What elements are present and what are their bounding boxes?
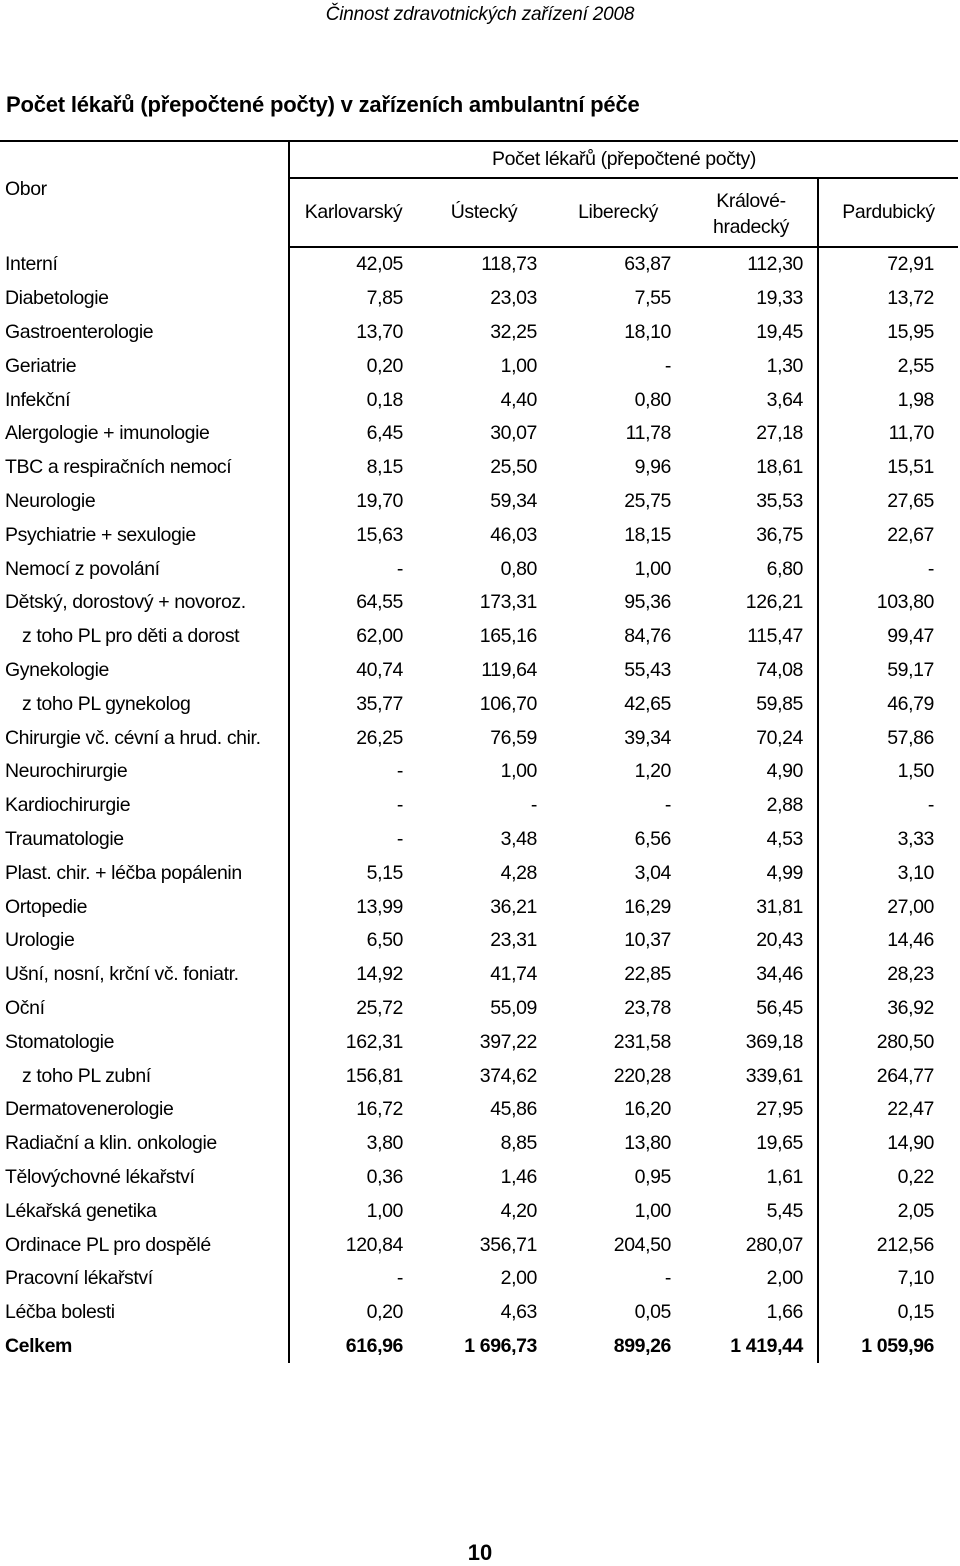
value-cell: 34,46 — [685, 958, 818, 992]
value-cell: 30,07 — [490, 422, 537, 445]
table-row — [0, 1194, 958, 1228]
column-header-kralovehradecky-line1: Králové- — [716, 189, 786, 212]
value-cell: 162,31 — [345, 1030, 403, 1053]
value-cell: 264,77 — [876, 1064, 934, 1087]
value-cell: 36,92 — [887, 996, 934, 1019]
value-cell: 18,61 — [685, 451, 818, 485]
value-cell: 41,74 — [490, 963, 537, 986]
column-header-pardubicky: Pardubický — [818, 178, 958, 247]
page-number: 10 — [467, 1540, 493, 1565]
value-cell: - — [396, 557, 403, 580]
table-row — [0, 349, 958, 383]
value-cell: 2,55 — [897, 354, 934, 377]
value-cell: - — [664, 794, 671, 817]
value-cell: 3,04 — [634, 861, 671, 884]
value-cell: 374,62 — [479, 1064, 537, 1087]
value-cell: 22,67 — [887, 523, 934, 546]
value-cell: 369,18 — [685, 1025, 818, 1059]
value-cell: 57,86 — [887, 726, 934, 749]
value-cell: 55,43 — [624, 658, 671, 681]
value-cell: 10,37 — [624, 929, 671, 952]
value-cell: 0,80 — [634, 388, 671, 411]
row-label: Ordinace PL pro dospělé — [0, 1228, 289, 1262]
value-cell: 11,78 — [625, 422, 671, 445]
row-label: Neurochirurgie — [0, 755, 289, 789]
row-label: TBC a respiračních nemocí — [0, 451, 289, 485]
table-row — [0, 1127, 958, 1161]
row-label: Oční — [0, 992, 289, 1026]
value-cell: 899,26 — [613, 1334, 671, 1357]
value-cell: 1,66 — [685, 1296, 818, 1330]
value-cell: 25,75 — [624, 489, 671, 512]
row-label: Dětský, dorostový + novoroz. — [0, 586, 289, 620]
value-cell: 4,53 — [685, 823, 818, 857]
table-row — [0, 755, 958, 789]
value-cell: - — [927, 794, 934, 817]
value-cell: 1 059,96 — [861, 1334, 934, 1357]
column-header-kralovehradecky — [685, 178, 818, 247]
value-cell: 15,95 — [887, 320, 934, 343]
row-label: Chirurgie vč. cévní a hrud. chir. — [0, 721, 289, 755]
value-cell: 25,50 — [490, 456, 537, 479]
value-cell: 59,17 — [887, 658, 934, 681]
value-cell: 2,88 — [685, 789, 818, 823]
value-cell: 20,43 — [685, 924, 818, 958]
value-cell: 126,21 — [685, 586, 818, 620]
value-cell: - — [664, 1267, 671, 1290]
column-header-ustecky: Ústecký — [417, 178, 551, 247]
value-cell: 16,72 — [356, 1098, 403, 1121]
value-cell: 0,05 — [634, 1301, 671, 1324]
value-cell: 59,34 — [490, 489, 537, 512]
value-cell: 35,77 — [356, 692, 403, 715]
value-cell: 35,53 — [685, 485, 818, 519]
row-label: Neurologie — [0, 485, 289, 519]
value-cell: 15,63 — [356, 523, 403, 546]
value-cell: 112,30 — [685, 247, 818, 282]
table-row — [0, 654, 958, 688]
row-label: Léčba bolesti — [0, 1296, 289, 1330]
row-label: Nemocí z povolání — [0, 552, 289, 586]
value-cell: 220,28 — [613, 1064, 671, 1087]
table-row — [0, 1161, 958, 1195]
value-cell: 1,61 — [685, 1161, 818, 1195]
value-cell: 106,70 — [479, 692, 537, 715]
value-cell: 95,36 — [624, 591, 671, 614]
column-header-liberecky: Liberecký — [551, 178, 685, 247]
value-cell: 9,96 — [634, 456, 671, 479]
row-label: Gastroenterologie — [0, 316, 289, 350]
value-cell: 0,36 — [366, 1165, 403, 1188]
table-row — [0, 518, 958, 552]
table-row — [0, 1059, 958, 1093]
value-cell: 6,50 — [366, 929, 403, 952]
value-cell: 74,08 — [685, 654, 818, 688]
table-row — [0, 992, 958, 1026]
table-row — [0, 789, 958, 823]
value-cell: 1,50 — [897, 760, 934, 783]
value-cell: 23,31 — [490, 929, 537, 952]
value-cell: 5,15 — [366, 861, 403, 884]
value-cell: 36,21 — [490, 895, 537, 918]
table-row — [0, 620, 958, 654]
value-cell: 46,03 — [490, 523, 537, 546]
table-row — [0, 1093, 958, 1127]
value-cell: 0,95 — [634, 1165, 671, 1188]
value-cell: 45,86 — [490, 1098, 537, 1121]
value-cell: 59,85 — [685, 687, 818, 721]
value-cell: 76,59 — [490, 726, 537, 749]
value-cell: 0,80 — [500, 557, 537, 580]
value-cell: 11,70 — [888, 422, 934, 445]
table-row — [0, 1262, 958, 1296]
value-cell: 1,98 — [897, 388, 934, 411]
table-row — [0, 451, 958, 485]
value-cell: 8,15 — [366, 456, 403, 479]
table-row — [0, 1296, 958, 1330]
value-cell: 204,50 — [613, 1233, 671, 1256]
group-header: Počet lékařů (přepočtené počty) — [289, 141, 958, 178]
value-cell: 19,70 — [356, 489, 403, 512]
value-cell: - — [396, 760, 403, 783]
value-cell: 64,55 — [356, 591, 403, 614]
value-cell: 2,05 — [897, 1199, 934, 1222]
row-label: Traumatologie — [0, 823, 289, 857]
row-label: Interní — [0, 247, 289, 282]
row-label: z toho PL gynekolog — [0, 687, 289, 721]
value-cell: 19,33 — [685, 282, 818, 316]
value-cell: 7,10 — [897, 1267, 934, 1290]
value-cell: 26,25 — [356, 726, 403, 749]
value-cell: 212,56 — [876, 1233, 934, 1256]
row-label: Gynekologie — [0, 654, 289, 688]
table-row — [0, 687, 958, 721]
value-cell: 4,40 — [500, 388, 537, 411]
row-label: Dermatovenerologie — [0, 1093, 289, 1127]
value-cell: 1,30 — [685, 349, 818, 383]
value-cell: 1 419,44 — [685, 1330, 818, 1364]
value-cell: 280,07 — [685, 1228, 818, 1262]
row-label: Stomatologie — [0, 1025, 289, 1059]
value-cell: 31,81 — [685, 890, 818, 924]
value-cell: 1,00 — [500, 760, 537, 783]
value-cell: 55,09 — [490, 996, 537, 1019]
value-cell: 3,80 — [366, 1132, 403, 1155]
value-cell: 118,73 — [481, 253, 537, 276]
value-cell: 4,90 — [685, 755, 818, 789]
table-row — [0, 1025, 958, 1059]
row-label: z toho PL zubní — [0, 1059, 289, 1093]
row-label: Lékařská genetika — [0, 1194, 289, 1228]
value-cell: - — [396, 827, 403, 850]
value-cell: 1,00 — [366, 1199, 403, 1222]
value-cell: 25,72 — [356, 996, 403, 1019]
value-cell: 156,81 — [345, 1064, 403, 1087]
table-row — [0, 1228, 958, 1262]
table-row — [0, 958, 958, 992]
value-cell: - — [664, 354, 671, 377]
running-head: Činnost zdravotnických zařízení 2008 — [325, 4, 635, 25]
table-row — [0, 721, 958, 755]
value-cell: 19,45 — [685, 316, 818, 350]
table-row — [0, 823, 958, 857]
row-label: Ortopedie — [0, 890, 289, 924]
value-cell: - — [396, 794, 403, 817]
value-cell: 231,58 — [613, 1030, 671, 1053]
row-label: Celkem — [0, 1330, 289, 1364]
value-cell: 13,72 — [887, 287, 934, 310]
value-cell: 39,34 — [624, 726, 671, 749]
value-cell: 3,10 — [897, 861, 934, 884]
value-cell: 0,15 — [897, 1301, 934, 1324]
row-label: Infekční — [0, 383, 289, 417]
value-cell: 27,95 — [685, 1093, 818, 1127]
row-label: Pracovní lékařství — [0, 1262, 289, 1296]
table-row — [0, 856, 958, 890]
value-cell: 280,50 — [876, 1030, 934, 1053]
value-cell: 15,51 — [887, 456, 934, 479]
value-cell: - — [396, 1267, 403, 1290]
value-cell: 23,78 — [624, 996, 671, 1019]
value-cell: 1,00 — [500, 354, 537, 377]
value-cell: 397,22 — [479, 1030, 537, 1053]
value-cell: 27,00 — [887, 895, 934, 918]
value-cell: 22,85 — [624, 963, 671, 986]
row-label: Psychiatrie + sexulogie — [0, 518, 289, 552]
table-row — [0, 485, 958, 519]
value-cell: 4,63 — [500, 1301, 537, 1324]
row-label: z toho PL pro děti a dorost — [0, 620, 289, 654]
value-cell: 23,03 — [490, 287, 537, 310]
row-label: Alergologie + imunologie — [0, 417, 289, 451]
value-cell: 32,25 — [490, 320, 537, 343]
table-row — [0, 247, 958, 282]
value-cell: 70,24 — [685, 721, 818, 755]
column-header-karlovarsky: Karlovarský — [289, 178, 417, 247]
value-cell: 4,20 — [500, 1199, 537, 1222]
table-body — [0, 247, 958, 1363]
value-cell: 16,29 — [624, 895, 671, 918]
value-cell: 14,92 — [356, 963, 403, 986]
row-header-obor: Obor — [0, 141, 289, 247]
value-cell: 3,64 — [685, 383, 818, 417]
value-cell: 0,20 — [366, 1301, 403, 1324]
value-cell: 14,90 — [887, 1132, 934, 1155]
table-row — [0, 383, 958, 417]
value-cell: 6,45 — [366, 422, 403, 445]
value-cell: 0,18 — [366, 388, 403, 411]
value-cell: 119,64 — [481, 658, 537, 681]
row-label: Kardiochirurgie — [0, 789, 289, 823]
value-cell: 1 696,73 — [464, 1334, 537, 1357]
value-cell: 18,10 — [624, 320, 671, 343]
value-cell: 13,80 — [624, 1132, 671, 1155]
value-cell: 4,28 — [500, 861, 537, 884]
table-row — [0, 924, 958, 958]
table-title: Počet lékařů (přepočtené počty) v zařízeních ambulantní péče — [6, 92, 640, 117]
value-cell: 1,00 — [634, 557, 671, 580]
value-cell: 115,47 — [685, 620, 818, 654]
value-cell: 28,23 — [887, 963, 934, 986]
value-cell: 40,74 — [356, 658, 403, 681]
table-row — [0, 316, 958, 350]
row-label: Plast. chir. + léčba popálenin — [0, 856, 289, 890]
value-cell: 616,96 — [345, 1334, 403, 1357]
table-row — [0, 586, 958, 620]
value-cell: 13,70 — [356, 320, 403, 343]
table-row — [0, 552, 958, 586]
table-row — [0, 282, 958, 316]
value-cell: 14,46 — [887, 929, 934, 952]
value-cell: 339,61 — [685, 1059, 818, 1093]
row-label: Urologie — [0, 924, 289, 958]
value-cell: 7,85 — [366, 287, 403, 310]
value-cell: 18,15 — [624, 523, 671, 546]
value-cell: 0,22 — [897, 1165, 934, 1188]
value-cell: 2,00 — [500, 1267, 537, 1290]
value-cell: 165,16 — [479, 625, 537, 648]
row-label: Geriatrie — [0, 349, 289, 383]
value-cell: 356,71 — [479, 1233, 537, 1256]
value-cell: 42,65 — [624, 692, 671, 715]
value-cell: 7,55 — [634, 287, 671, 310]
value-cell: 56,45 — [685, 992, 818, 1026]
value-cell: 5,45 — [685, 1194, 818, 1228]
column-header-kralovehradecky-line2: hradecký — [713, 215, 789, 238]
value-cell: 103,80 — [876, 591, 934, 614]
table-total-row — [0, 1330, 958, 1364]
value-cell: 1,46 — [500, 1165, 537, 1188]
value-cell: 27,65 — [887, 489, 934, 512]
value-cell: 6,56 — [634, 827, 671, 850]
table-row — [0, 417, 958, 451]
value-cell: 16,20 — [624, 1098, 671, 1121]
value-cell: 120,84 — [345, 1233, 403, 1256]
value-cell: 84,76 — [624, 625, 671, 648]
value-cell: 36,75 — [685, 518, 818, 552]
value-cell: 6,80 — [685, 552, 818, 586]
physicians-table — [0, 140, 958, 1363]
row-label: Tělovýchovné lékařství — [0, 1161, 289, 1195]
value-cell: 63,87 — [624, 253, 671, 276]
value-cell: 1,00 — [634, 1199, 671, 1222]
value-cell: 2,00 — [685, 1262, 818, 1296]
value-cell: 27,18 — [685, 417, 818, 451]
value-cell: 3,48 — [500, 827, 537, 850]
row-label: Radiační a klin. onkologie — [0, 1127, 289, 1161]
value-cell: 3,33 — [897, 827, 934, 850]
value-cell: - — [927, 557, 934, 580]
value-cell: 22,47 — [887, 1098, 934, 1121]
value-cell: 99,47 — [887, 625, 934, 648]
value-cell: 72,91 — [887, 253, 934, 276]
row-label: Ušní, nosní, krční vč. foniatr. — [0, 958, 289, 992]
value-cell: 0,20 — [366, 354, 403, 377]
value-cell: 13,99 — [356, 895, 403, 918]
row-label: Diabetologie — [0, 282, 289, 316]
value-cell: 46,79 — [887, 692, 934, 715]
value-cell: 8,85 — [500, 1132, 537, 1155]
value-cell: - — [530, 794, 537, 817]
value-cell: 4,99 — [685, 856, 818, 890]
value-cell: 42,05 — [356, 253, 403, 276]
value-cell: 1,20 — [634, 760, 671, 783]
value-cell: 173,31 — [479, 591, 537, 614]
value-cell: 62,00 — [356, 625, 403, 648]
value-cell: 19,65 — [685, 1127, 818, 1161]
table-row — [0, 890, 958, 924]
